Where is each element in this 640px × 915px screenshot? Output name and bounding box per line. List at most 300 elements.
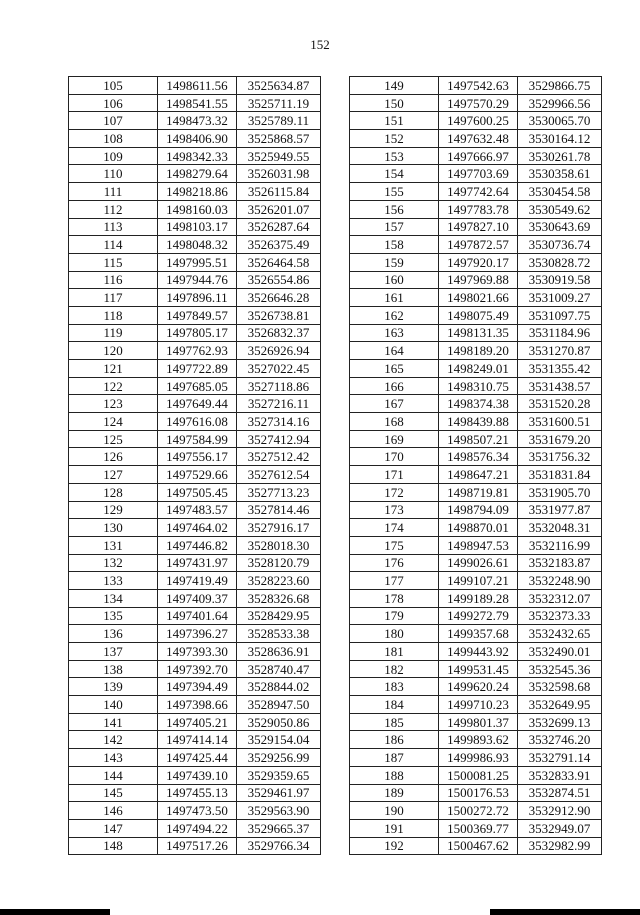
x-coordinate-cell: 1499801.37 (439, 713, 518, 731)
table-row (69, 466, 321, 484)
x-coordinate-cell: 1499189.28 (439, 589, 518, 607)
table-row (350, 324, 602, 342)
y-coordinate-cell: 3529665.37 (237, 819, 321, 837)
y-coordinate-cell: 3529256.99 (237, 749, 321, 767)
point-number-cell: 125 (69, 430, 158, 448)
point-number-cell: 166 (350, 377, 439, 395)
y-coordinate-cell: 3528844.02 (237, 678, 321, 696)
y-coordinate-cell: 3532833.91 (518, 766, 602, 784)
table-row (69, 324, 321, 342)
table-row (350, 147, 602, 165)
x-coordinate-cell: 1497616.08 (158, 413, 237, 431)
x-coordinate-cell: 1498310.75 (439, 377, 518, 395)
table-row (69, 306, 321, 324)
y-coordinate-cell: 3532248.90 (518, 572, 602, 590)
point-number-cell: 160 (350, 271, 439, 289)
table-row (69, 200, 321, 218)
point-number-cell: 122 (69, 377, 158, 395)
point-number-cell: 178 (350, 589, 439, 607)
table-row (350, 395, 602, 413)
y-coordinate-cell: 3526115.84 (237, 183, 321, 201)
x-coordinate-cell: 1498439.88 (439, 413, 518, 431)
point-number-cell: 138 (69, 660, 158, 678)
table-row (69, 819, 321, 837)
point-number-cell: 112 (69, 200, 158, 218)
x-coordinate-cell: 1497529.66 (158, 466, 237, 484)
x-coordinate-cell: 1497762.93 (158, 342, 237, 360)
y-coordinate-cell: 3526738.81 (237, 306, 321, 324)
y-coordinate-cell: 3527916.17 (237, 519, 321, 537)
x-coordinate-cell: 1497995.51 (158, 253, 237, 271)
y-coordinate-cell: 3532312.07 (518, 589, 602, 607)
point-number-cell: 163 (350, 324, 439, 342)
y-coordinate-cell: 3532649.95 (518, 696, 602, 714)
table-row (69, 218, 321, 236)
table-row (69, 395, 321, 413)
x-coordinate-cell: 1497649.44 (158, 395, 237, 413)
point-number-cell: 140 (69, 696, 158, 714)
point-number-cell: 114 (69, 236, 158, 254)
x-coordinate-cell: 1500081.25 (439, 766, 518, 784)
y-coordinate-cell: 3528533.38 (237, 625, 321, 643)
point-number-cell: 146 (69, 802, 158, 820)
table-row (350, 607, 602, 625)
x-coordinate-cell: 1498611.56 (158, 77, 237, 95)
x-coordinate-cell: 1497556.17 (158, 448, 237, 466)
y-coordinate-cell: 3529050.86 (237, 713, 321, 731)
y-coordinate-cell: 3531355.42 (518, 360, 602, 378)
point-number-cell: 139 (69, 678, 158, 696)
x-coordinate-cell: 1497584.99 (158, 430, 237, 448)
y-coordinate-cell: 3526646.28 (237, 289, 321, 307)
point-number-cell: 175 (350, 536, 439, 554)
y-coordinate-cell: 3525711.19 (237, 94, 321, 112)
point-number-cell: 134 (69, 589, 158, 607)
table-row (350, 377, 602, 395)
point-number-cell: 115 (69, 253, 158, 271)
x-coordinate-cell: 1497392.70 (158, 660, 237, 678)
point-number-cell: 111 (69, 183, 158, 201)
x-coordinate-cell: 1498541.55 (158, 94, 237, 112)
x-coordinate-cell: 1497722.89 (158, 360, 237, 378)
point-number-cell: 129 (69, 501, 158, 519)
table-row (69, 342, 321, 360)
point-number-cell: 191 (350, 819, 439, 837)
y-coordinate-cell: 3527612.54 (237, 466, 321, 484)
y-coordinate-cell: 3526926.94 (237, 342, 321, 360)
point-number-cell: 143 (69, 749, 158, 767)
y-coordinate-cell: 3531756.32 (518, 448, 602, 466)
x-coordinate-cell: 1498647.21 (439, 466, 518, 484)
point-number-cell: 137 (69, 643, 158, 661)
x-coordinate-cell: 1497827.10 (439, 218, 518, 236)
y-coordinate-cell: 3532746.20 (518, 731, 602, 749)
y-coordinate-cell: 3525949.55 (237, 147, 321, 165)
x-coordinate-cell: 1498075.49 (439, 306, 518, 324)
x-coordinate-cell: 1498406.90 (158, 130, 237, 148)
scan-edge-mark-left (0, 909, 110, 915)
table-row (69, 536, 321, 554)
point-number-cell: 161 (350, 289, 439, 307)
x-coordinate-cell: 1498218.86 (158, 183, 237, 201)
table-row (69, 165, 321, 183)
table-row (69, 501, 321, 519)
x-coordinate-cell: 1499443.92 (439, 643, 518, 661)
table-row (69, 253, 321, 271)
x-coordinate-cell: 1497431.97 (158, 554, 237, 572)
x-coordinate-cell: 1497849.57 (158, 306, 237, 324)
table-row (350, 306, 602, 324)
x-coordinate-cell: 1497473.50 (158, 802, 237, 820)
table-row (350, 784, 602, 802)
y-coordinate-cell: 3528223.60 (237, 572, 321, 590)
y-coordinate-cell: 3526201.07 (237, 200, 321, 218)
table-row (350, 253, 602, 271)
table-row (350, 218, 602, 236)
y-coordinate-cell: 3525868.57 (237, 130, 321, 148)
point-number-cell: 159 (350, 253, 439, 271)
x-coordinate-cell: 1497685.05 (158, 377, 237, 395)
y-coordinate-cell: 3530454.58 (518, 183, 602, 201)
point-number-cell: 189 (350, 784, 439, 802)
y-coordinate-cell: 3531270.87 (518, 342, 602, 360)
y-coordinate-cell: 3532116.99 (518, 536, 602, 554)
table-row (350, 483, 602, 501)
y-coordinate-cell: 3531905.70 (518, 483, 602, 501)
point-number-cell: 179 (350, 607, 439, 625)
x-coordinate-cell: 1498870.01 (439, 519, 518, 537)
table-row (69, 430, 321, 448)
point-number-cell: 173 (350, 501, 439, 519)
point-number-cell: 118 (69, 306, 158, 324)
point-number-cell: 180 (350, 625, 439, 643)
point-number-cell: 183 (350, 678, 439, 696)
point-number-cell: 144 (69, 766, 158, 784)
point-number-cell: 151 (350, 112, 439, 130)
point-number-cell: 148 (69, 837, 158, 855)
y-coordinate-cell: 3532949.07 (518, 819, 602, 837)
table-row (350, 837, 602, 855)
point-number-cell: 128 (69, 483, 158, 501)
coordinates-table-left (68, 76, 321, 855)
table-row (350, 819, 602, 837)
point-number-cell: 165 (350, 360, 439, 378)
point-number-cell: 121 (69, 360, 158, 378)
y-coordinate-cell: 3532432.65 (518, 625, 602, 643)
y-coordinate-cell: 3532183.87 (518, 554, 602, 572)
x-coordinate-cell: 1498576.34 (439, 448, 518, 466)
table-row (69, 519, 321, 537)
table-row (350, 589, 602, 607)
point-number-cell: 147 (69, 819, 158, 837)
point-number-cell: 145 (69, 784, 158, 802)
y-coordinate-cell: 3530358.61 (518, 165, 602, 183)
x-coordinate-cell: 1497396.27 (158, 625, 237, 643)
y-coordinate-cell: 3532874.51 (518, 784, 602, 802)
x-coordinate-cell: 1499620.24 (439, 678, 518, 696)
y-coordinate-cell: 3530065.70 (518, 112, 602, 130)
x-coordinate-cell: 1498160.03 (158, 200, 237, 218)
point-number-cell: 168 (350, 413, 439, 431)
y-coordinate-cell: 3528018.30 (237, 536, 321, 554)
x-coordinate-cell: 1497517.26 (158, 837, 237, 855)
point-number-cell: 153 (350, 147, 439, 165)
y-coordinate-cell: 3532373.33 (518, 607, 602, 625)
y-coordinate-cell: 3532982.99 (518, 837, 602, 855)
table-row (69, 377, 321, 395)
table-row (350, 289, 602, 307)
x-coordinate-cell: 1499026.61 (439, 554, 518, 572)
x-coordinate-cell: 1497425.44 (158, 749, 237, 767)
x-coordinate-cell: 1499710.23 (439, 696, 518, 714)
table-row (350, 554, 602, 572)
point-number-cell: 150 (350, 94, 439, 112)
x-coordinate-cell: 1497666.97 (439, 147, 518, 165)
y-coordinate-cell: 3532545.36 (518, 660, 602, 678)
table-row (350, 413, 602, 431)
x-coordinate-cell: 1497505.45 (158, 483, 237, 501)
table-row (69, 643, 321, 661)
y-coordinate-cell: 3529563.90 (237, 802, 321, 820)
point-number-cell: 187 (350, 749, 439, 767)
table-row (350, 94, 602, 112)
x-coordinate-cell: 1497483.57 (158, 501, 237, 519)
table-row (350, 536, 602, 554)
point-number-cell: 177 (350, 572, 439, 590)
table-row (69, 360, 321, 378)
x-coordinate-cell: 1498794.09 (439, 501, 518, 519)
x-coordinate-cell: 1497632.48 (439, 130, 518, 148)
y-coordinate-cell: 3531184.96 (518, 324, 602, 342)
x-coordinate-cell: 1497872.57 (439, 236, 518, 254)
point-number-cell: 113 (69, 218, 158, 236)
point-number-cell: 185 (350, 713, 439, 731)
point-number-cell: 133 (69, 572, 158, 590)
y-coordinate-cell: 3528120.79 (237, 554, 321, 572)
point-number-cell: 155 (350, 183, 439, 201)
table-row (69, 713, 321, 731)
x-coordinate-cell: 1497570.29 (439, 94, 518, 112)
y-coordinate-cell: 3526554.86 (237, 271, 321, 289)
table-row (69, 77, 321, 95)
point-number-cell: 157 (350, 218, 439, 236)
point-number-cell: 192 (350, 837, 439, 855)
x-coordinate-cell: 1499893.62 (439, 731, 518, 749)
y-coordinate-cell: 3528429.95 (237, 607, 321, 625)
y-coordinate-cell: 3530643.69 (518, 218, 602, 236)
y-coordinate-cell: 3532598.68 (518, 678, 602, 696)
y-coordinate-cell: 3525789.11 (237, 112, 321, 130)
table-row (69, 130, 321, 148)
y-coordinate-cell: 3532912.90 (518, 802, 602, 820)
y-coordinate-cell: 3530828.72 (518, 253, 602, 271)
x-coordinate-cell: 1497455.13 (158, 784, 237, 802)
x-coordinate-cell: 1497419.49 (158, 572, 237, 590)
table-row (350, 643, 602, 661)
y-coordinate-cell: 3532791.14 (518, 749, 602, 767)
y-coordinate-cell: 3526287.64 (237, 218, 321, 236)
point-number-cell: 172 (350, 483, 439, 501)
x-coordinate-cell: 1497409.37 (158, 589, 237, 607)
y-coordinate-cell: 3528636.91 (237, 643, 321, 661)
table-row (69, 236, 321, 254)
x-coordinate-cell: 1498473.32 (158, 112, 237, 130)
x-coordinate-cell: 1498279.64 (158, 165, 237, 183)
point-number-cell: 156 (350, 200, 439, 218)
point-number-cell: 127 (69, 466, 158, 484)
point-number-cell: 162 (350, 306, 439, 324)
table-row (350, 360, 602, 378)
x-coordinate-cell: 1499531.45 (439, 660, 518, 678)
x-coordinate-cell: 1497542.63 (439, 77, 518, 95)
point-number-cell: 135 (69, 607, 158, 625)
table-row (350, 519, 602, 537)
x-coordinate-cell: 1498719.81 (439, 483, 518, 501)
y-coordinate-cell: 3531977.87 (518, 501, 602, 519)
point-number-cell: 119 (69, 324, 158, 342)
scan-edge-mark-right (490, 909, 640, 915)
table-row (350, 77, 602, 95)
point-number-cell: 132 (69, 554, 158, 572)
point-number-cell: 106 (69, 94, 158, 112)
table-row (350, 430, 602, 448)
point-number-cell: 169 (350, 430, 439, 448)
y-coordinate-cell: 3527118.86 (237, 377, 321, 395)
x-coordinate-cell: 1497439.10 (158, 766, 237, 784)
x-coordinate-cell: 1498189.20 (439, 342, 518, 360)
x-coordinate-cell: 1498947.53 (439, 536, 518, 554)
y-coordinate-cell: 3527814.46 (237, 501, 321, 519)
point-number-cell: 181 (350, 643, 439, 661)
x-coordinate-cell: 1498048.32 (158, 236, 237, 254)
point-number-cell: 120 (69, 342, 158, 360)
table-row (350, 501, 602, 519)
x-coordinate-cell: 1497446.82 (158, 536, 237, 554)
x-coordinate-cell: 1500176.53 (439, 784, 518, 802)
table-row (69, 271, 321, 289)
table-row (350, 112, 602, 130)
point-number-cell: 141 (69, 713, 158, 731)
point-number-cell: 184 (350, 696, 439, 714)
table-row (350, 342, 602, 360)
point-number-cell: 124 (69, 413, 158, 431)
x-coordinate-cell: 1497405.21 (158, 713, 237, 731)
point-number-cell: 130 (69, 519, 158, 537)
page-number: 152 (310, 37, 330, 52)
y-coordinate-cell: 3530736.74 (518, 236, 602, 254)
y-coordinate-cell: 3527022.45 (237, 360, 321, 378)
y-coordinate-cell: 3530919.58 (518, 271, 602, 289)
x-coordinate-cell: 1497944.76 (158, 271, 237, 289)
point-number-cell: 142 (69, 731, 158, 749)
y-coordinate-cell: 3531438.57 (518, 377, 602, 395)
table-row (69, 448, 321, 466)
x-coordinate-cell: 1499107.21 (439, 572, 518, 590)
x-coordinate-cell: 1497414.14 (158, 731, 237, 749)
x-coordinate-cell: 1497393.30 (158, 643, 237, 661)
y-coordinate-cell: 3529359.65 (237, 766, 321, 784)
table-row (69, 94, 321, 112)
x-coordinate-cell: 1500369.77 (439, 819, 518, 837)
y-coordinate-cell: 3527412.94 (237, 430, 321, 448)
point-number-cell: 186 (350, 731, 439, 749)
x-coordinate-cell: 1497600.25 (439, 112, 518, 130)
table-row (69, 183, 321, 201)
y-coordinate-cell: 3529154.04 (237, 731, 321, 749)
x-coordinate-cell: 1498507.21 (439, 430, 518, 448)
table-row (69, 607, 321, 625)
y-coordinate-cell: 3526832.37 (237, 324, 321, 342)
x-coordinate-cell: 1498249.01 (439, 360, 518, 378)
table-row (350, 696, 602, 714)
table-row (69, 554, 321, 572)
point-number-cell: 109 (69, 147, 158, 165)
table-row (350, 130, 602, 148)
table-row (69, 802, 321, 820)
table-row (350, 713, 602, 731)
table-row (350, 766, 602, 784)
table-row (350, 236, 602, 254)
table-row (350, 165, 602, 183)
table-row (69, 289, 321, 307)
x-coordinate-cell: 1497742.64 (439, 183, 518, 201)
table-row (69, 660, 321, 678)
table-row (350, 271, 602, 289)
y-coordinate-cell: 3527713.23 (237, 483, 321, 501)
table-row (350, 678, 602, 696)
point-number-cell: 154 (350, 165, 439, 183)
y-coordinate-cell: 3528947.50 (237, 696, 321, 714)
y-coordinate-cell: 3532490.01 (518, 643, 602, 661)
y-coordinate-cell: 3527512.42 (237, 448, 321, 466)
table-row (350, 572, 602, 590)
table-row (69, 589, 321, 607)
x-coordinate-cell: 1497494.22 (158, 819, 237, 837)
table-row (69, 696, 321, 714)
coordinates-table-left-body (69, 77, 321, 855)
x-coordinate-cell: 1497783.78 (439, 200, 518, 218)
table-row (350, 660, 602, 678)
y-coordinate-cell: 3531009.27 (518, 289, 602, 307)
x-coordinate-cell: 1497920.17 (439, 253, 518, 271)
y-coordinate-cell: 3528326.68 (237, 589, 321, 607)
y-coordinate-cell: 3527216.11 (237, 395, 321, 413)
y-coordinate-cell: 3529766.34 (237, 837, 321, 855)
point-number-cell: 174 (350, 519, 439, 537)
table-row (350, 625, 602, 643)
point-number-cell: 158 (350, 236, 439, 254)
x-coordinate-cell: 1497398.66 (158, 696, 237, 714)
x-coordinate-cell: 1497969.88 (439, 271, 518, 289)
point-number-cell: 126 (69, 448, 158, 466)
y-coordinate-cell: 3530549.62 (518, 200, 602, 218)
y-coordinate-cell: 3532048.31 (518, 519, 602, 537)
y-coordinate-cell: 3530261.78 (518, 147, 602, 165)
y-coordinate-cell: 3529461.97 (237, 784, 321, 802)
table-row (350, 448, 602, 466)
point-number-cell: 152 (350, 130, 439, 148)
table-row (69, 837, 321, 855)
point-number-cell: 110 (69, 165, 158, 183)
point-number-cell: 105 (69, 77, 158, 95)
table-row (350, 466, 602, 484)
point-number-cell: 167 (350, 395, 439, 413)
table-row (350, 802, 602, 820)
x-coordinate-cell: 1499986.93 (439, 749, 518, 767)
table-row (69, 572, 321, 590)
table-row (350, 183, 602, 201)
y-coordinate-cell: 3527314.16 (237, 413, 321, 431)
